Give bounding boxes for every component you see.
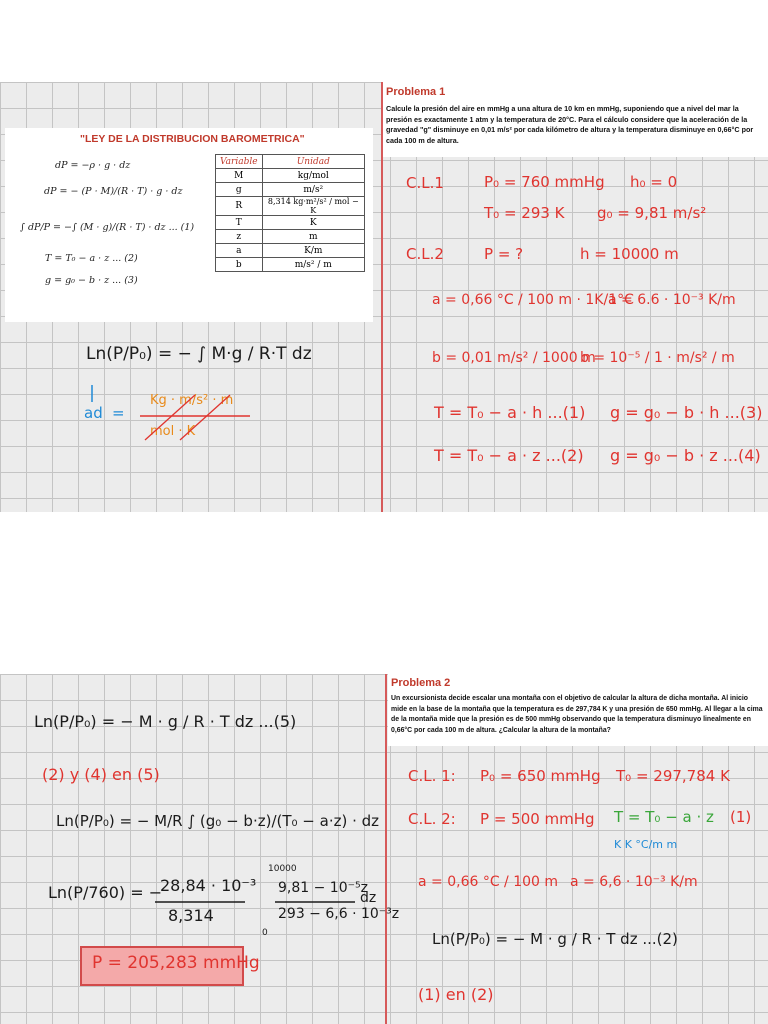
numeric-frac-top: 28,84 · 10⁻³	[160, 876, 257, 895]
substitution-note: (2) y (4) en (5)	[42, 765, 160, 784]
cl2-label: C.L.2	[406, 245, 444, 263]
table-row: a K/m	[216, 244, 365, 258]
p2-substitution-note: (1) en (2)	[418, 985, 494, 1004]
p2-cl2-label: C.L. 2:	[408, 810, 456, 828]
cl2-height: h = 10000 m	[580, 245, 679, 263]
problem-2-text: Un excursionista decide escalar una montaña con el objetivo de calcular la altura de dicha montaña. Al inicio mide en la base de la montaña que la temperatura es de 297,784 K y una presión de 650 mmHg. Al llegar a la cima de la montaña mide que la presión es de 500 mmHg observando que la temperatura disminuyo linealmente en 0,66°C por cada 100 m de altura. ¿Calcular la altura de la montaña?	[391, 695, 763, 734]
formula-4: T = T₀ − a · z ... (2)	[45, 253, 138, 264]
cl1-height: h₀ = 0	[630, 173, 678, 191]
problem-2-title: Problema 2	[391, 677, 451, 689]
table-row: T K	[216, 216, 365, 230]
table-row: M kg/mol	[216, 169, 365, 183]
table-row: R 8,314 kg·m²/s² / mol − K	[216, 197, 365, 216]
a-equation: a = 0,66 °C / 100 m · 1K/1°C	[432, 292, 634, 308]
table-row: g m/s²	[216, 183, 365, 197]
p2-cl2-pressure: P = 500 mmHg	[480, 810, 595, 828]
numeric-frac-bottom: 8,314	[168, 906, 214, 925]
equals-sign: =	[112, 404, 125, 422]
p2-cl1-temperature: T₀ = 297,784 K	[616, 767, 730, 785]
b-result: b = 10⁻⁵ / 1 · m/s² / m	[580, 350, 735, 366]
a-result: a = 6.6 · 10⁻³ K/m	[608, 292, 736, 308]
lower-limit: 0	[262, 928, 268, 938]
equation-2: T = T₀ − a · z ...(2)	[434, 446, 584, 465]
b-equation: b = 0,01 m/s² / 1000 m	[432, 350, 596, 366]
table-row: b m/s² / m	[216, 258, 365, 272]
p2-a-result: a = 6,6 · 10⁻³ K/m	[570, 874, 698, 890]
formula-3: ∫ dP/P = −∫ (M · g)/(R · T) · dz ... (1)	[20, 222, 195, 233]
upper-limit: 10000	[268, 864, 297, 874]
result-value: P = 205,283 mmHg	[92, 953, 260, 973]
theory-title: "LEY DE LA DISTRIBUCION BAROMETRICA"	[80, 133, 305, 145]
ad-label: ad	[84, 404, 103, 422]
p2-eq-number-1: (1)	[730, 808, 752, 826]
formula-5: g = g₀ − b · z ... (3)	[45, 275, 138, 286]
units-denominator: mol · K	[150, 424, 196, 439]
substituted-equation: Ln(P/P₀) = − M/R ∫ (g₀ − b·z)/(T₀ − a·z) · dz	[56, 812, 380, 830]
p2-ln-equation: Ln(P/P₀) = − M · g / R · T dz ...(2)	[432, 930, 678, 948]
cl2-pressure: P = ?	[484, 245, 524, 263]
p2-a-equation: a = 0,66 °C / 100 m	[418, 874, 559, 890]
equation-1: T = T₀ − a · h ...(1)	[434, 403, 586, 422]
numeric-eq-lhs: Ln(P/760) = −	[48, 883, 163, 902]
formula-1: dP = −ρ · g · dz	[55, 160, 131, 171]
formula-2: dP = − (P · M)/(R · T) · g · dz	[44, 186, 183, 197]
units-numerator: Kg · m/s² · m	[150, 393, 234, 408]
p2-temperature-eq: T = T₀ − a · z	[614, 808, 714, 826]
problem-1-title: Problema 1	[386, 86, 446, 98]
cl1-pressure: P₀ = 760 mmHg	[484, 173, 605, 191]
dz-label: dz	[360, 890, 377, 906]
cl1-temperature: T₀ = 293 K	[484, 204, 565, 222]
equation-5: Ln(P/P₀) = − M · g / R · T dz ...(5)	[34, 712, 297, 731]
cl1-gravity: g₀ = 9,81 m/s²	[597, 204, 707, 222]
p2-units: K K °C/m m	[614, 838, 678, 851]
p2-cl1-label: C.L. 1:	[408, 767, 456, 785]
table-header: Variable	[216, 155, 263, 169]
p2-cl1-pressure: P₀ = 650 mmHg	[480, 767, 601, 785]
table-header: Unidad	[262, 155, 364, 169]
ln-integral-eq: Ln(P/P₀) = − ∫ M·g / R·T dz	[86, 344, 312, 364]
problem-1-text: Calcule la presión del aire en mmHg a una altura de 10 km en mmHg, suponiendo que a nivel del mar la presión es exactamente 1 atm y la temperatura de 20°C. Para el cálculo considere que la aceleración de la gravedad "g" disminuye en 0,01 m/s² por cada kilómetro de altura y la temperatura disminuye en 0,66°C por cada 100 m de altura.	[386, 104, 754, 145]
equation-4: g = g₀ − b · z ...(4)	[610, 446, 761, 465]
integrand-bottom: 293 − 6,6 · 10⁻³z	[278, 906, 400, 922]
integrand-top: 9,81 − 10⁻⁵z	[278, 880, 368, 896]
table-row: z m	[216, 230, 365, 244]
equation-3: g = g₀ − b · h ...(3)	[610, 403, 763, 422]
cl1-label: C.L.1	[406, 174, 444, 192]
